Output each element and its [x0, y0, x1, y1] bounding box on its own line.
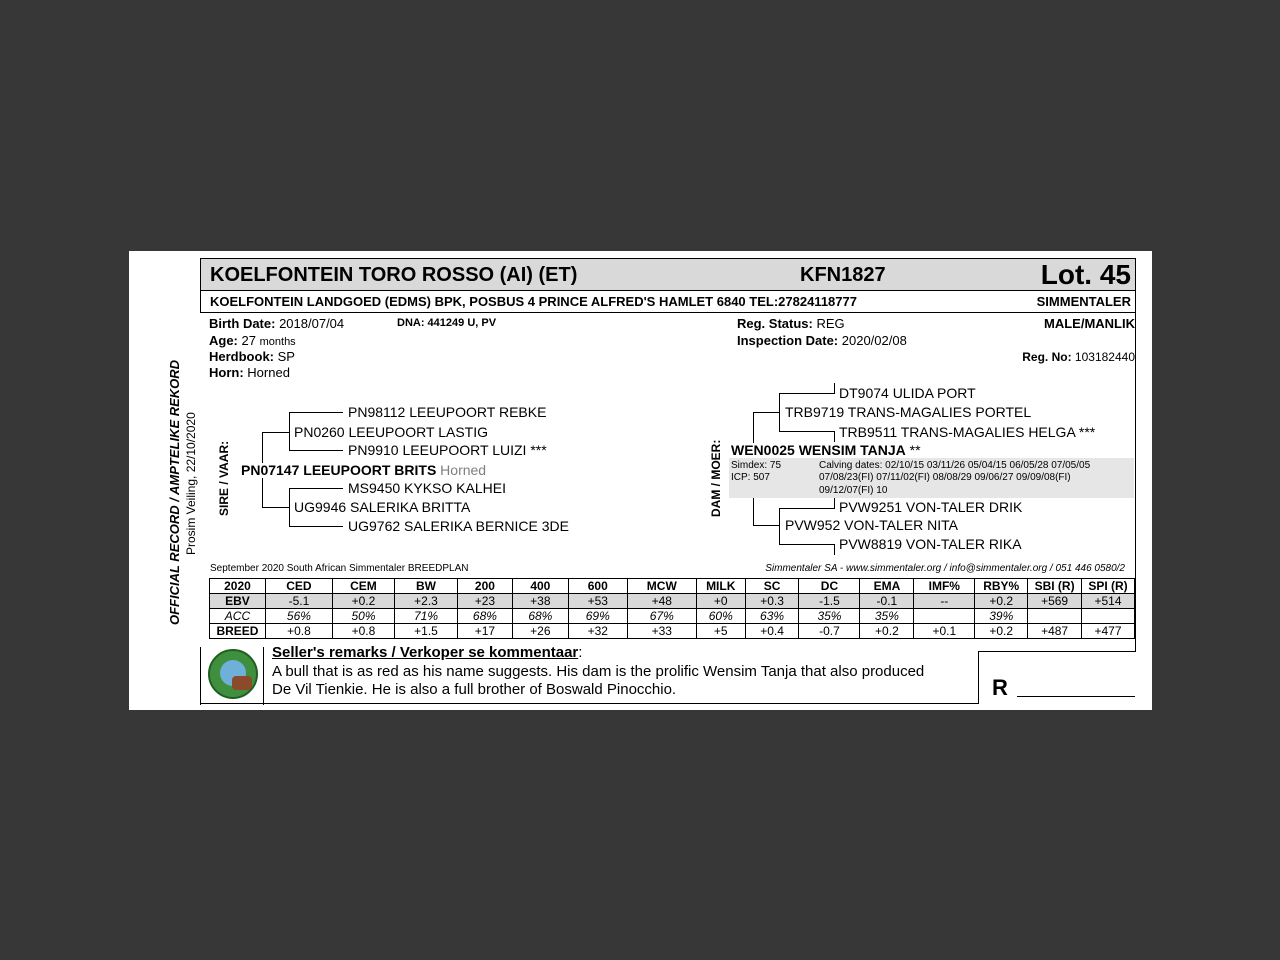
ebv-header-cell: 2020: [210, 579, 266, 594]
age-unit: months: [259, 336, 296, 348]
ebv-cell: +514: [1082, 594, 1135, 609]
acc-cell: 68%: [458, 609, 513, 624]
remarks-line-2: De Vil Tienkie. He is also a full brother of Boswald Pinocchio.: [272, 681, 677, 698]
remarks-line-1: A bull that is as red as his name suggests. His dam is the prolific Wensim Tanja that also produced: [272, 663, 925, 680]
sire-sire-sire: PN98112 LEEUPOORT REBKE: [348, 404, 547, 420]
acc-cell: 50%: [332, 609, 394, 624]
ebv-header-cell: MCW: [627, 579, 696, 594]
dam-dam-dam: PVW8819 VON-TALER RIKA: [839, 536, 1022, 552]
inspection-value: 2020/02/08: [841, 333, 907, 348]
horn: [209, 365, 290, 380]
lot-number: Lot. 45: [1040, 259, 1131, 290]
breedplan-caption: September 2020 South African Simmentaler BREEDPLAN: [210, 563, 469, 574]
dam-stars: **: [909, 442, 921, 458]
ebv-cell: +569: [1028, 594, 1082, 609]
sire-name: [241, 462, 486, 478]
official-record-label: OFFICIAL RECORD / AMPTELIKE REKORD: [167, 359, 182, 625]
ebv-header-cell: DC: [799, 579, 860, 594]
acc-cell: 63%: [745, 609, 799, 624]
ebv-header-cell: SC: [745, 579, 799, 594]
breed-cell: +1.5: [394, 624, 457, 639]
acc-cell: [1028, 609, 1082, 624]
dam-name-text: WEN0025 WENSIM TANJA: [731, 442, 906, 458]
age-value: 27: [241, 333, 256, 348]
sire-horn: Horned: [440, 462, 487, 478]
ebv-header-cell: IMF%: [914, 579, 975, 594]
breeder-bar: [200, 291, 1136, 313]
ebv-cell: -1.5: [799, 594, 860, 609]
acc-cell: ACC: [210, 609, 266, 624]
ebv-cell: +2.3: [394, 594, 457, 609]
horn-value: Horned: [247, 365, 290, 380]
acc-cell: 56%: [265, 609, 332, 624]
dam-sire-dam: TRB9511 TRANS-MAGALIES HELGA ***: [839, 424, 1096, 440]
reg-no-value: 103182440: [1074, 350, 1135, 364]
acc-cell: [1082, 609, 1135, 624]
breed-cell: +477: [1082, 624, 1135, 639]
sale-label: Prosim Veiling, 22/10/2020: [184, 412, 198, 555]
herdbook: [209, 349, 295, 364]
ebv-cell: +0.3: [745, 594, 799, 609]
sire-label: SIRE / VAAR:: [217, 440, 231, 516]
ebv-cell: --: [914, 594, 975, 609]
reg-no: [1022, 350, 1135, 364]
breed-cell: -0.7: [799, 624, 860, 639]
ebv-header-cell: EMA: [860, 579, 914, 594]
breed-label: SIMMENTALER: [1036, 294, 1131, 309]
birth-date-label: Birth Date:: [209, 316, 276, 331]
acc-cell: 35%: [799, 609, 860, 624]
breed-cell: BREED: [210, 624, 266, 639]
acc-row: [210, 609, 1135, 624]
ebv-cell: +23: [458, 594, 513, 609]
ebv-cell: EBV: [210, 594, 266, 609]
ebv-header-row: [210, 579, 1135, 594]
ebv-header-cell: BW: [394, 579, 457, 594]
breed-cell: +5: [696, 624, 745, 639]
acc-cell: 35%: [860, 609, 914, 624]
sire-sire: PN0260 LEEUPOORT LASTIG: [294, 424, 489, 440]
ebv-cell: +0.2: [975, 594, 1028, 609]
herdbook-label: Herdbook:: [209, 349, 274, 364]
breed-cell: +0.8: [265, 624, 332, 639]
herdbook-value: SP: [277, 349, 295, 364]
remarks-heading: [272, 644, 582, 661]
reg-no-label: Reg. No:: [1022, 350, 1072, 364]
ebv-header-cell: RBY%: [975, 579, 1028, 594]
breed-cell: +0.8: [332, 624, 394, 639]
ebv-cell: +38: [512, 594, 568, 609]
remarks-heading-text: Seller's remarks / Verkoper se kommentaar: [272, 644, 579, 661]
age: [209, 333, 296, 348]
sire-dam: UG9946 SALERIKA BRITTA: [294, 499, 471, 515]
ebv-header-cell: CEM: [332, 579, 394, 594]
breed-cell: +0.2: [860, 624, 914, 639]
acc-cell: 67%: [627, 609, 696, 624]
animal-name: KOELFONTEIN TORO ROSSO (AI) (ET): [210, 264, 578, 286]
sire-dam-sire: MS9450 KYKSO KALHEI: [348, 480, 506, 496]
dam-name: [731, 442, 921, 458]
calving-dates-3: 09/12/07(FI) 10: [819, 485, 888, 496]
ebv-row: [210, 594, 1135, 609]
breeder-info: KOELFONTEIN LANDGOED (EDMS) BPK, POSBUS 4 PRINCE ALFRED'S HAMLET 6840 TEL:27824118777: [210, 294, 857, 309]
dam-dam-sire: PVW9251 VON-TALER DRIK: [839, 499, 1023, 515]
inspection-label: Inspection Date:: [737, 333, 839, 348]
remarks-heading-colon: :: [578, 644, 583, 661]
breed-cell: +0.2: [975, 624, 1028, 639]
sire-dam-dam: UG9762 SALERIKA BERNICE 3DE: [348, 518, 569, 534]
animal-code: KFN1827: [800, 264, 886, 286]
ebv-cell: -5.1: [265, 594, 332, 609]
header-bar: [200, 258, 1136, 291]
breed-avg-row: [210, 624, 1135, 639]
dam-simdex: Simdex: 75: [731, 460, 782, 471]
sire-name-text: PN07147 LEEUPOORT BRITS: [241, 462, 437, 478]
ebv-cell: -0.1: [860, 594, 914, 609]
simmentaler-logo-icon: [208, 649, 258, 699]
breed-cell: +17: [458, 624, 513, 639]
ebv-header-cell: 600: [568, 579, 627, 594]
dam-sire-sire: DT9074 ULIDA PORT: [839, 385, 976, 401]
price-line[interactable]: [1017, 696, 1135, 697]
ebv-cell: +0.2: [332, 594, 394, 609]
acc-cell: [914, 609, 975, 624]
calving-dates-2: 07/08/23(FI) 07/11/02(FI) 08/08/29 09/06/27 09/09/08(FI): [819, 472, 1071, 483]
price-label: R: [992, 675, 1008, 700]
birth-date-value: 2018/07/04: [279, 316, 345, 331]
breed-cell: +0.4: [745, 624, 799, 639]
horn-label: Horn:: [209, 365, 244, 380]
ebv-cell: +48: [627, 594, 696, 609]
ebv-header-cell: CED: [265, 579, 332, 594]
ebv-header-cell: 400: [512, 579, 568, 594]
ebv-table: [209, 578, 1135, 639]
breed-cell: +33: [627, 624, 696, 639]
calving-dates-1: Calving dates: 02/10/15 03/11/26 05/04/15 06/05/28 07/05/05: [819, 460, 1091, 471]
acc-cell: 39%: [975, 609, 1028, 624]
ebv-header-cell: SPI (R): [1082, 579, 1135, 594]
dam-icp: ICP: 507: [731, 472, 770, 483]
breed-cell: +32: [568, 624, 627, 639]
breedplan-contact: Simmentaler SA - www.simmentaler.org / info@simmentaler.org / 051 446 0580/2: [765, 563, 1125, 574]
dam-label: DAM / MOER:: [709, 439, 723, 517]
age-label: Age:: [209, 333, 238, 348]
acc-cell: 60%: [696, 609, 745, 624]
reg-status-value: REG: [816, 316, 845, 331]
dam-dam: PVW952 VON-TALER NITA: [785, 517, 958, 533]
breed-cell: +487: [1028, 624, 1082, 639]
ebv-cell: +53: [568, 594, 627, 609]
sire-sire-dam: PN9910 LEEUPOORT LUIZI ***: [348, 442, 547, 458]
reg-status-label: Reg. Status:: [737, 316, 813, 331]
sex-label: MALE/MANLIK: [1044, 316, 1135, 331]
inspection-date: [737, 333, 907, 348]
dna-info: DNA: 441249 U, PV: [397, 317, 497, 329]
breed-cell: +0.1: [914, 624, 975, 639]
ebv-header-cell: SBI (R): [1028, 579, 1082, 594]
ebv-cell: +0: [696, 594, 745, 609]
reg-status: [737, 316, 845, 331]
breed-cell: +26: [512, 624, 568, 639]
dam-sire: TRB9719 TRANS-MAGALIES PORTEL: [785, 404, 1032, 420]
acc-cell: 69%: [568, 609, 627, 624]
lot-card: [129, 251, 1152, 710]
acc-cell: 71%: [394, 609, 457, 624]
ebv-header-cell: 200: [458, 579, 513, 594]
ebv-header-cell: MILK: [696, 579, 745, 594]
acc-cell: 68%: [512, 609, 568, 624]
birth-date: [209, 316, 344, 331]
